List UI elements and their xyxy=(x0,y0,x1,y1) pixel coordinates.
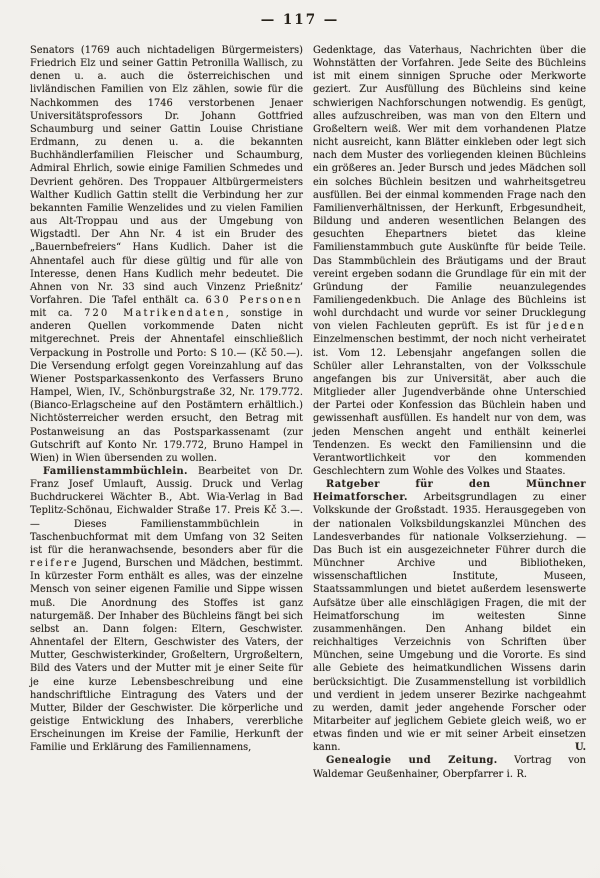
text-segment: Arbeitsgrundlagen zu einer Volkskunde der Großstadt. 1935. Herausgegeben von der nationalen Volksbildungskanzlei München des Landesverbandes für nationale Volkserziehung. — Das Buch ist ein ausgezeichneter Führer durch die Münchner Archive und Bibliotheken, wissenschaftlichen Institute, Museen, Staatssammlungen und bietet außerdem lesenswerte Aufsätze über alle einschlägigen Fragen, die mit der Heimatforschung im weitesten Sinne zusammenhängen. Den Anhang bildet ein reichhaltiges Verzeichnis von Schriften über München, seine Umgebung und die Vororte. Es sind alle Gebiete des heimatkundlichen Wissens darin berücksichtigt. Die Zusammenstellung ist vorbildlich und verdient in jedem unserer Bezirke nachgeahmt zu werden, damit jeder angehende Forscher oder Mitarbeiter auf jeglichem Gebiete gleich weiß, wo er etwas finden und wie er mit seiner Arbeit einsetzen kann. xyxy=(313,492,586,754)
text-segment: jeden xyxy=(547,321,586,333)
paragraph-lead: Genealogie und Zeitung. xyxy=(326,755,498,767)
right-column xyxy=(313,44,586,781)
text-segment: mit ca. xyxy=(30,308,85,320)
text-segment: Gedenktage, das Vaterhaus, Nachrichten über die Wohnstätten der Vorfahren. Jede Seite des Büchleins ist mit einem sinnigen Spruche oder Merkworte geziert. Zur Ausfüllung des Büchleins sind keine schwierigen Nachforschungen notwendig. Es genügt, alles aufzuschreiben, was man von den Eltern und Großeltern weiß. Wer mit dem vorhandenen Platze nicht ausreicht, kann Blätter einkleben oder legt sich nach dem Muster des vorliegenden kleinen Büchleins ein größeres an. Jeder Bursch und jedes Mädchen soll ein solches Büchlein besitzen und wahrheitsgetreu ausfüllen. Bei der einmal kommenden Frage nach den Familienverhältnissen, der Herkunft, Erbgesundheit, Bildung und anderen wesentlichen Belangen des gesuchten Ehepartners bietet das kleine Familienstammbuch gute Auskünfte für beide Teile. Das Stammbüchlein des Bräutigams und der Braut vereint ergeben sodann die Grundlage für ein mit der Gründung der Familie neuanzulegendes Familiengedenkbuch. Die Anlage des Büchleins ist wohl durchdacht und wurde vor seiner Drucklegung von vielen Fachleuten geprüft. Es ist für xyxy=(313,45,586,333)
text-segment: , sonstige in anderen Quellen vorkommende Daten nicht mitgerechnet. Preis der Ahnentafel einschließlich Verpackung in Postrolle und Porto: S 10.— (Kč 50.—). Die Versendung erfolgt gegen Voreinzahlung auf das Wiener Postsparkassenkonto des Verfassers Bruno Hampel, Wien, IV., Schönburgstraße 32, Nr. 179.772. (Bianco-Erlagscheine auf den Postämtern erhältlich.) Nichtösterreicher werden ersucht, den Betrag mit Postanweisung an das Postsparkassenamt (zur Gutschrift auf Konto Nr. 179.772, Bruno Hampel in Wien) in Wien übersenden zu wollen. xyxy=(30,308,303,464)
text-segment: Bearbeitet von Dr. Franz Josef Umlauft, Aussig. Druck und Verlag Buchdruckerei Wächter B., Abt. Wia-Verlag in Bad Teplitz-Schönau, Eichwalder Straße 17. Preis Kč 3.—. — Dieses Familienstammbüchlein in Taschenbuchformat mit dem Umfang von 32 Seiten ist für die heranwachsende, besonders aber für die xyxy=(30,466,303,556)
paragraph xyxy=(313,478,586,754)
left-column xyxy=(30,44,303,781)
paragraph-lead: Ratgeber für den Münchner Heimatforscher. xyxy=(313,479,586,504)
text-segment: reifere xyxy=(30,558,79,570)
text-segment: Senators (1769 auch nichtadeligen Bürgermeisters) Friedrich Elz und seiner Gattin Petronilla Wallisch, zu denen u. a. auch die österreichischen und livländischen Familien von Elz zählen, sowie für die Nachkommen des 1746 verstorbenen Jenaer Universitätsprofessors Dr. Johann Gottfried Schaumburg und seiner Gattin Louise Christiane Erdmann, zu denen u. a. die bekannten Buchhändlerfamilien Fleischer und Schaumburg, Admiral Ehrlich, sowie einige Familien Schmedes und Devrient gehören. Des Troppauer Altbürgermeisters Walther Kudlich Gattin stellt die Verbindung her zur bekannten Familie Wenzelides und zu vielen Familien aus Alt-Troppau und aus der Umgebung von Wigstadtl. Der Ahn Nr. 4 ist ein Bruder des „Bauernbefreiers“ Hans Kudlich. Daher ist die Ahnentafel auch für diese gültig und für alle von Interesse, denen Hans Kudlich mehr bedeutet. Die Ahnen von Nr. 33 sind auch Vinzenz Prießnitz’ Vorfahren. Die Tafel enthält ca. xyxy=(30,45,303,306)
text-segment: 630 Personen xyxy=(205,294,303,306)
text-segment: 720 Matrikendaten xyxy=(84,308,226,320)
paragraph xyxy=(313,44,586,478)
text-segment: Einzelmenschen bestimmt, der noch nicht verheiratet ist. Vom 12. Lebensjahr angefangen sollen die Schüler aller Lehranstalten, von der Volksschule angefangen bis zur Universität, aber auch die Mitglieder aller Jugendverbände ohne Unterschied der Partei oder Konfession das Büchlein haben und gewissenhaft ausfüllen. Es handelt nur von dem, was jeden Menschen angeht und enthält keinerlei Tendenzen. Es weckt den Familiensinn und die Verantwortlichkeit vor den kommenden Geschlechtern zum Wohle des Volkes und Staates. xyxy=(313,334,586,477)
text-segment: Jugend, Burschen und Mädchen, bestimmt. In kürzester Form enthält es alles, was der einzelne Mensch von seiner eigenen Familie und Sippe wissen muß. Die Anordnung des Stoffes ist ganz naturgemäß. Der Inhaber des Büchleins fängt bei sich selbst an. Dann folgen: Eltern, Geschwister. Ahnentafel der Eltern, Geschwister des Vaters, der Mutter, Geschwisterkinder, Großeltern, Urgroßeltern, Bild des Vaters und der Mutter mit je einer Seite für je eine kurze Lebensbeschreibung und eine handschriftliche Eintragung des Vaters und der Mutter, Bilder der Geschwister. Die körperliche und geistige Entwicklung des Inhabers, vererbliche Erscheinungen im Kreise der Familie, Herkunft der Familie und Erklärung des Familiennamens, xyxy=(30,558,303,754)
paragraph xyxy=(30,44,303,465)
page-number: — 117 — xyxy=(260,12,340,28)
paragraph-lead: Familienstammbüchlein. xyxy=(43,466,188,477)
paragraph xyxy=(30,465,303,754)
author-initial: U. xyxy=(574,742,586,754)
paragraph xyxy=(313,754,586,780)
text-segment: Vortrag von Waldemar Geußenhainer, Oberpfarrer i. R. xyxy=(313,755,586,780)
text-columns xyxy=(0,28,600,781)
